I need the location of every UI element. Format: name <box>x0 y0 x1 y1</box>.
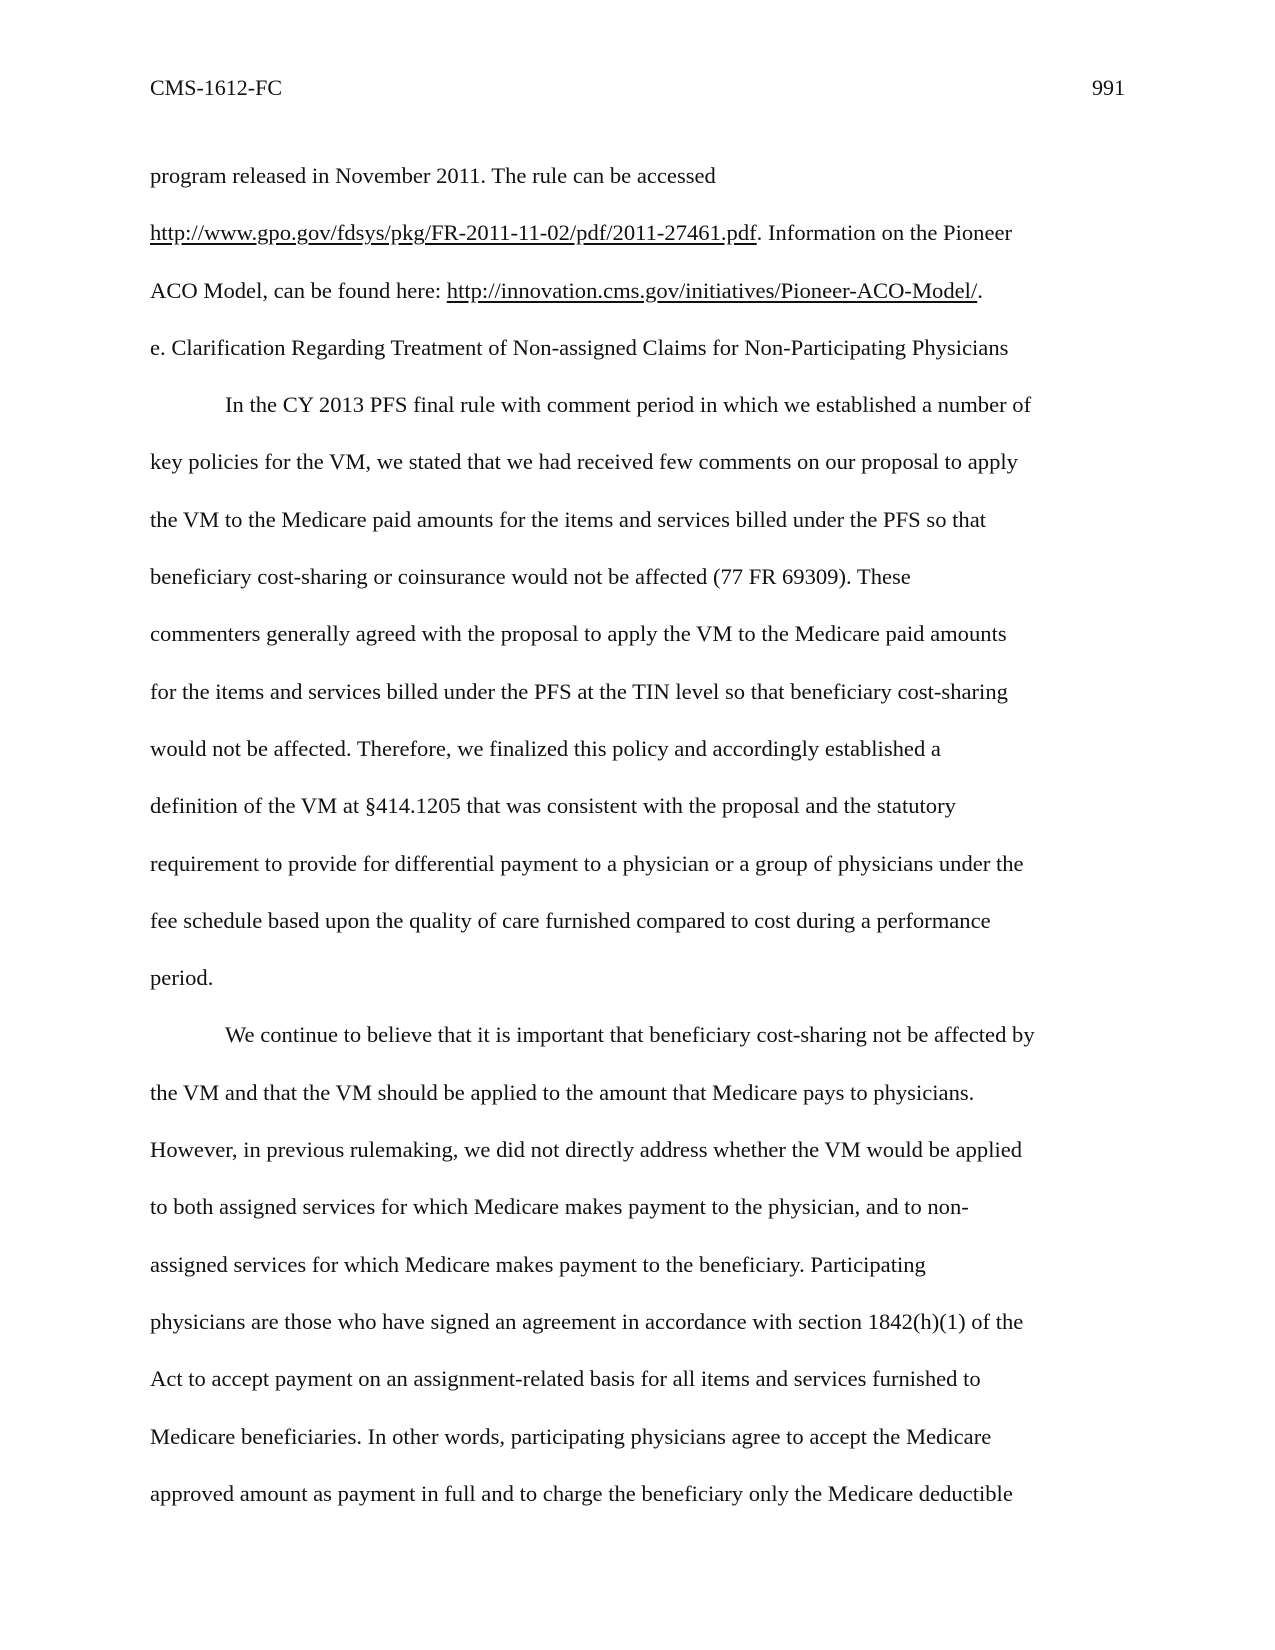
document-body <box>150 147 1130 1522</box>
page-header <box>150 72 1125 104</box>
paragraph-line: the VM and that the VM should be applied to the amount that Medicare pays to physicians. <box>150 1079 975 1105</box>
page-number: 991 <box>1092 75 1125 100</box>
text-line: program released in November 2011. The rule can be accessed <box>150 163 716 188</box>
paragraph-line: commenters generally agreed with the proposal to apply the VM to the Medicare paid amounts <box>150 621 1007 647</box>
paragraph-line: definition of the VM at §414.1205 that was consistent with the proposal and the statutory <box>150 793 956 819</box>
text-fragment: . Information on the Pioneer <box>756 220 1013 246</box>
paragraph-line: would not be affected. Therefore, we finalized this policy and accordingly established a <box>150 735 941 761</box>
paragraph-line: However, in previous rulemaking, we did not directly address whether the VM would be applied <box>150 1137 1023 1163</box>
gpo-rule-link[interactable]: http://www.gpo.gov/fdsys/pkg/FR-2011-11-02/pdf/2011-27461.pdf <box>150 220 757 246</box>
paragraph-line: approved amount as payment in full and to charge the beneficiary only the Medicare deductible <box>150 1480 1013 1506</box>
paragraph-line: requirement to provide for differential payment to a physician or a group of physicians under the <box>150 850 1024 876</box>
paragraph-line: the VM to the Medicare paid amounts for the items and services billed under the PFS so that <box>150 506 987 532</box>
paragraph-line: physicians are those who have signed an agreement in accordance with section 1842(h)(1) of the <box>150 1308 1024 1334</box>
paragraph-line: Medicare beneficiaries. In other words, participating physicians agree to accept the Medicare <box>150 1423 992 1449</box>
paragraph-line: assigned services for which Medicare makes payment to the beneficiary. Participating <box>150 1251 926 1277</box>
paragraph-line: Act to accept payment on an assignment-related basis for all items and services furnished to <box>150 1366 981 1392</box>
paragraph-line: beneficiary cost-sharing or coinsurance would not be affected (77 FR 69309). These <box>150 564 911 590</box>
text-fragment: ACO Model, can be found here: <box>150 277 447 303</box>
paragraph-line: for the items and services billed under the PFS at the TIN level so that beneficiary cost-sharing <box>150 678 1008 704</box>
text-fragment: . <box>977 277 983 303</box>
paragraph-line: to both assigned services for which Medicare makes payment to the physician, and to non- <box>150 1194 969 1220</box>
pioneer-aco-link[interactable]: http://innovation.cms.gov/initiatives/Pioneer-ACO-Model/ <box>446 277 978 303</box>
section-heading: e. Clarification Regarding Treatment of Non-assigned Claims for Non-Participating Physicians <box>150 334 1009 360</box>
paragraph-line: We continue to believe that it is important that beneficiary cost-sharing not be affected by <box>225 1022 1035 1048</box>
paragraph-line: period. <box>150 965 214 991</box>
document-id: CMS-1612-FC <box>150 75 283 100</box>
paragraph-line: key policies for the VM, we stated that we had received few comments on our proposal to apply <box>150 449 1018 475</box>
paragraph-2 <box>150 1006 1130 1522</box>
paragraph-line: In the CY 2013 PFS final rule with comment period in which we established a number of <box>225 392 1032 418</box>
paragraph-1 <box>150 376 1130 1006</box>
paragraph-line: fee schedule based upon the quality of care furnished compared to cost during a performance <box>150 907 991 933</box>
text-line <box>150 204 1130 261</box>
text-line <box>150 262 1130 319</box>
